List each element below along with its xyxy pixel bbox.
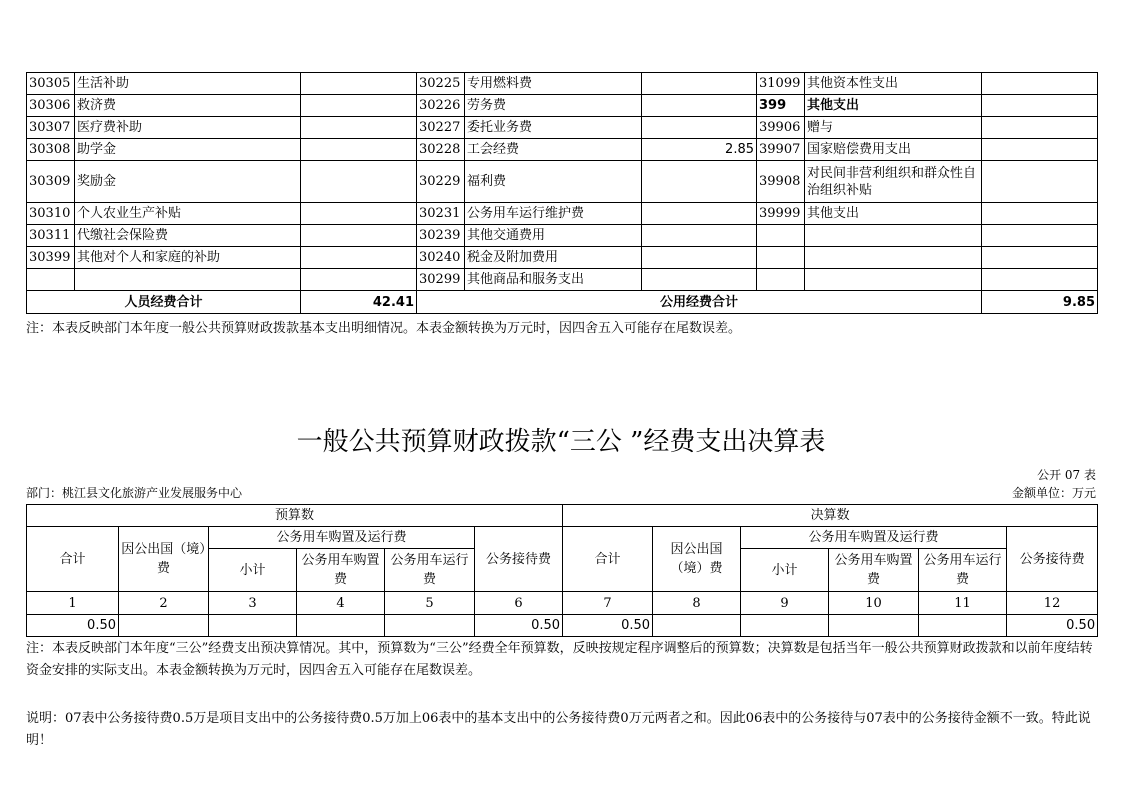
cell-amount bbox=[982, 95, 1098, 117]
final-car-group-header: 公务用车购置及运行费 bbox=[741, 527, 1007, 549]
value-cell bbox=[919, 615, 1007, 637]
cell-code: 30231 bbox=[417, 203, 465, 225]
header-row-1 bbox=[27, 505, 1098, 527]
column-index-cell: 4 bbox=[297, 592, 385, 615]
column-index-cell: 3 bbox=[209, 592, 297, 615]
column-index-cell: 9 bbox=[741, 592, 829, 615]
cell-amount bbox=[642, 225, 757, 247]
final-reception-header: 公务接待费 bbox=[1007, 527, 1098, 592]
cell-amount bbox=[301, 95, 417, 117]
final-car-purchase-header: 公务用车购置费 bbox=[829, 549, 919, 592]
cell-code bbox=[757, 247, 805, 269]
public-total-label: 公用经费合计 bbox=[417, 291, 982, 314]
cell-code: 30311 bbox=[27, 225, 75, 247]
cell-amount bbox=[301, 269, 417, 291]
cell-code: 30399 bbox=[27, 247, 75, 269]
public-total-value: 9.85 bbox=[982, 291, 1098, 314]
cell-name: 代缴社会保险费 bbox=[75, 225, 301, 247]
value-cell bbox=[829, 615, 919, 637]
amount-unit-label: 金额单位：万元 bbox=[1011, 486, 1096, 500]
column-index-row bbox=[27, 592, 1098, 615]
cell-code: 30229 bbox=[417, 161, 465, 203]
cell-amount bbox=[642, 247, 757, 269]
budget-header: 预算数 bbox=[27, 505, 563, 527]
value-cell bbox=[741, 615, 829, 637]
cell-amount bbox=[982, 161, 1098, 203]
cell-name: 奖励金 bbox=[75, 161, 301, 203]
budget-total-header: 合计 bbox=[27, 527, 119, 592]
column-index-cell: 6 bbox=[475, 592, 563, 615]
final-car-operation-header: 公务用车运行费 bbox=[919, 549, 1007, 592]
expenditure-row bbox=[27, 161, 1098, 203]
cell-name: 劳务费 bbox=[465, 95, 642, 117]
value-cell: 0.50 bbox=[475, 615, 563, 637]
cell-amount bbox=[301, 161, 417, 203]
cell-code: 39908 bbox=[757, 161, 805, 203]
cell-name bbox=[805, 269, 982, 291]
cell-amount bbox=[301, 225, 417, 247]
cell-name: 医疗费补助 bbox=[75, 117, 301, 139]
expenditure-row bbox=[27, 73, 1098, 95]
cell-name: 对民间非营利组织和群众性自治组织补贴 bbox=[805, 161, 982, 203]
value-cell bbox=[385, 615, 475, 637]
cell-code: 30305 bbox=[27, 73, 75, 95]
explanation-note: 说明：07表中公务接待费0.5万是项目支出中的公务接待费0.5万加上06表中的基本支出中的公务接待费0万元两者之和。因此06表中的公务接待与07表中的公务接待金额不一致。特此说明！ bbox=[26, 711, 1091, 748]
cell-code bbox=[757, 269, 805, 291]
basic-expenditure-note: 注：本表反映部门本年度一般公共预算财政拨款基本支出明细情况。本表金额转换为万元时，因四舍五入可能存在尾数误差。 bbox=[26, 321, 742, 336]
cell-name: 助学金 bbox=[75, 139, 301, 161]
value-cell: 0.50 bbox=[563, 615, 653, 637]
department-label: 部门：桃江县文化旅游产业发展服务中心 bbox=[26, 486, 243, 500]
cell-amount bbox=[982, 117, 1098, 139]
personnel-total-value: 42.41 bbox=[301, 291, 417, 314]
cell-code: 30310 bbox=[27, 203, 75, 225]
cell-amount bbox=[642, 269, 757, 291]
column-index-cell: 12 bbox=[1007, 592, 1098, 615]
cell-amount bbox=[982, 73, 1098, 95]
cell-amount bbox=[982, 247, 1098, 269]
cell-amount bbox=[301, 117, 417, 139]
cell-name: 其他支出 bbox=[805, 203, 982, 225]
budget-abroad-header: 因公出国（境）费 bbox=[119, 527, 209, 592]
cell-code: 30308 bbox=[27, 139, 75, 161]
cell-code bbox=[757, 225, 805, 247]
cell-name bbox=[805, 225, 982, 247]
cell-amount bbox=[982, 269, 1098, 291]
value-cell: 0.50 bbox=[1007, 615, 1098, 637]
cell-name: 生活补助 bbox=[75, 73, 301, 95]
cell-name: 国家赔偿费用支出 bbox=[805, 139, 982, 161]
cell-amount bbox=[301, 73, 417, 95]
cell-code: 30228 bbox=[417, 139, 465, 161]
value-cell bbox=[119, 615, 209, 637]
cell-code: 30227 bbox=[417, 117, 465, 139]
cell-code: 30225 bbox=[417, 73, 465, 95]
personnel-total-label: 人员经费合计 bbox=[27, 291, 301, 314]
column-index-cell: 7 bbox=[563, 592, 653, 615]
totals-row bbox=[27, 291, 1098, 314]
cell-amount bbox=[642, 161, 757, 203]
cell-name: 赠与 bbox=[805, 117, 982, 139]
header-row-2 bbox=[27, 527, 1098, 549]
three-public-note: 注：本表反映部门本年度“三公”经费支出预决算情况。其中，预算数为“三公”经费全年预算数，反映按规定程序调整后的预算数；决算数是包括当年一般公共预算财政拨款和以前年度结转资金安排的实际支出。本表金额转换为万元时，因四舍五入可能存在尾数误差。 bbox=[26, 641, 1093, 678]
budget-reception-header: 公务接待费 bbox=[475, 527, 563, 592]
value-cell: 0.50 bbox=[27, 615, 119, 637]
final-header: 决算数 bbox=[563, 505, 1098, 527]
cell-name: 其他支出 bbox=[805, 95, 982, 117]
cell-name: 个人农业生产补贴 bbox=[75, 203, 301, 225]
cell-code: 30226 bbox=[417, 95, 465, 117]
column-index-cell: 11 bbox=[919, 592, 1007, 615]
cell-name: 专用燃料费 bbox=[465, 73, 642, 95]
cell-code: 30306 bbox=[27, 95, 75, 117]
final-total-header: 合计 bbox=[563, 527, 653, 592]
cell-code: 39999 bbox=[757, 203, 805, 225]
cell-amount bbox=[982, 225, 1098, 247]
final-subtotal-header: 小计 bbox=[741, 549, 829, 592]
cell-name: 公务用车运行维护费 bbox=[465, 203, 642, 225]
cell-amount bbox=[301, 139, 417, 161]
cell-amount bbox=[982, 139, 1098, 161]
cell-name: 其他对个人和家庭的补助 bbox=[75, 247, 301, 269]
column-index-cell: 2 bbox=[119, 592, 209, 615]
value-cell bbox=[209, 615, 297, 637]
cell-code: 30309 bbox=[27, 161, 75, 203]
cell-amount bbox=[642, 73, 757, 95]
basic-expenditure-rows bbox=[27, 73, 1098, 291]
cell-amount bbox=[982, 203, 1098, 225]
final-abroad-header: 因公出国（境）费 bbox=[653, 527, 741, 592]
basic-expenditure-table bbox=[26, 72, 1098, 314]
cell-code: 39907 bbox=[757, 139, 805, 161]
column-index-cell: 8 bbox=[653, 592, 741, 615]
budget-car-purchase-header: 公务用车购置费 bbox=[297, 549, 385, 592]
cell-amount bbox=[642, 203, 757, 225]
column-index-cell: 1 bbox=[27, 592, 119, 615]
cell-name: 福利费 bbox=[465, 161, 642, 203]
cell-name: 工会经费 bbox=[465, 139, 642, 161]
cell-code: 30240 bbox=[417, 247, 465, 269]
cell-code bbox=[27, 269, 75, 291]
cell-code: 399 bbox=[757, 95, 805, 117]
value-cell bbox=[653, 615, 741, 637]
cell-amount bbox=[642, 117, 757, 139]
budget-car-operation-header: 公务用车运行费 bbox=[385, 549, 475, 592]
column-index-cell: 5 bbox=[385, 592, 475, 615]
cell-code: 31099 bbox=[757, 73, 805, 95]
cell-code: 30299 bbox=[417, 269, 465, 291]
budget-car-group-header: 公务用车购置及运行费 bbox=[209, 527, 475, 549]
cell-name: 其他商品和服务支出 bbox=[465, 269, 642, 291]
cell-code: 39906 bbox=[757, 117, 805, 139]
cell-name: 委托业务费 bbox=[465, 117, 642, 139]
expenditure-row bbox=[27, 95, 1098, 117]
cell-name: 其他交通费用 bbox=[465, 225, 642, 247]
cell-code: 30239 bbox=[417, 225, 465, 247]
expenditure-row bbox=[27, 203, 1098, 225]
cell-name: 税金及附加费用 bbox=[465, 247, 642, 269]
budget-subtotal-header: 小计 bbox=[209, 549, 297, 592]
expenditure-row bbox=[27, 117, 1098, 139]
expenditure-row bbox=[27, 139, 1098, 161]
cell-code: 30307 bbox=[27, 117, 75, 139]
page-title: 一般公共预算财政拨款“三公 ”经费支出决算表 bbox=[296, 427, 826, 457]
expenditure-row bbox=[27, 247, 1098, 269]
cell-name bbox=[75, 269, 301, 291]
cell-amount: 2.85 bbox=[642, 139, 757, 161]
value-cell bbox=[297, 615, 385, 637]
cell-amount bbox=[642, 95, 757, 117]
form-number: 公开 07 表 bbox=[1037, 468, 1096, 482]
cell-name: 其他资本性支出 bbox=[805, 73, 982, 95]
value-row bbox=[27, 615, 1098, 637]
three-public-expense-table bbox=[26, 504, 1098, 637]
cell-name: 救济费 bbox=[75, 95, 301, 117]
expenditure-row bbox=[27, 269, 1098, 291]
cell-amount bbox=[301, 247, 417, 269]
cell-amount bbox=[301, 203, 417, 225]
cell-name bbox=[805, 247, 982, 269]
expenditure-row bbox=[27, 225, 1098, 247]
column-index-cell: 10 bbox=[829, 592, 919, 615]
